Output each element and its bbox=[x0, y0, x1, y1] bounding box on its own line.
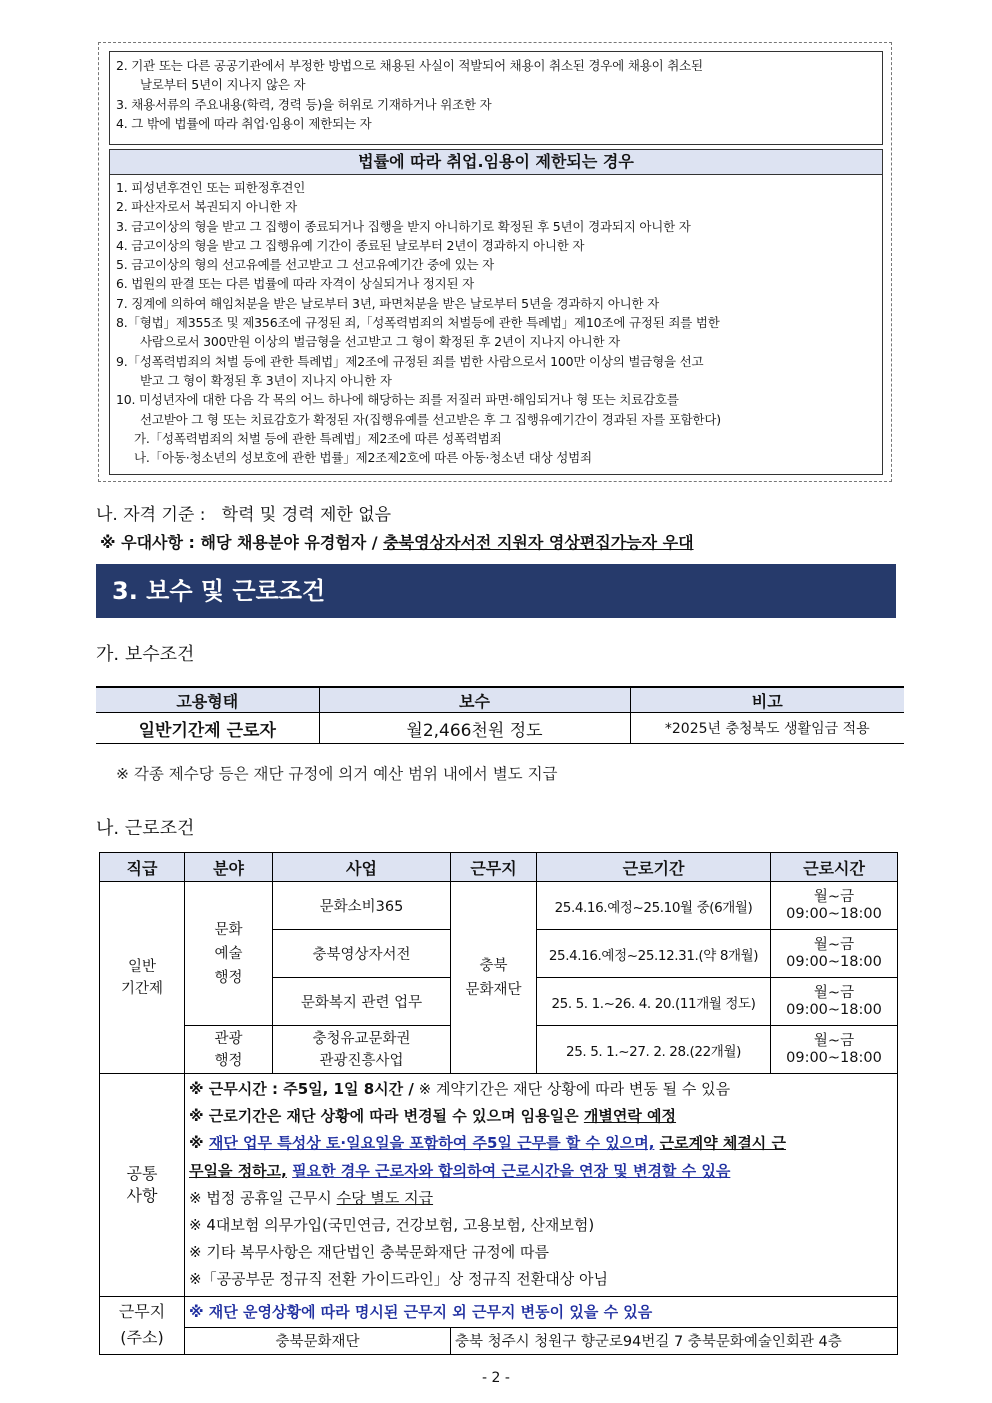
common-note: 개별연락 예정 bbox=[583, 1107, 677, 1126]
field-cell: 관광 행정 bbox=[185, 1026, 273, 1074]
qualification-value: 학력 및 경력 제한 없음 bbox=[221, 505, 392, 525]
restriction-item: 받고 그 형이 확정된 후 3년이 지나지 아니한 자 bbox=[140, 372, 392, 388]
location-name: 충북문화재단 bbox=[185, 1327, 451, 1354]
period-cell: 25. 5. 1.~26. 4. 20.(11개월 정도) bbox=[537, 978, 771, 1026]
common-note: ※ 4대보험 의무가입(국민연금, 건강보험, 고용보험, 산재보험) bbox=[189, 1216, 595, 1235]
restriction-item: 3. 금고이상의 형을 받고 그 집행이 종료되거나 집행을 받지 아니하기로 확정된 후 5년이 경과되지 아니한 자 bbox=[116, 218, 691, 234]
field-cell: 문화 예술 행정 bbox=[185, 882, 273, 1026]
preference-value: 충북영상자서전 지원자 영상편집가능자 우대 bbox=[383, 533, 694, 552]
page-number: - 2 - bbox=[482, 1370, 510, 1386]
restriction-item: 9.「성폭력범죄의 처벌 등에 관한 특례법」제2조에 규정된 죄를 범한 사람으로서 100만 이상의 벌금형을 선고 bbox=[116, 353, 704, 369]
location-label bbox=[100, 1296, 185, 1354]
column-header: 근로기간 bbox=[537, 853, 771, 882]
common-note: 필요한 경우 근로자와 합의하여 근로시간을 연장 및 변경할 수 있음 bbox=[292, 1161, 731, 1180]
common-note: ※ 법정 공휴일 근무시 bbox=[189, 1188, 332, 1207]
common-notes bbox=[185, 1074, 898, 1297]
common-note: ※ 근로기간은 재단 상황에 따라 변경될 수 있으며 임용일은 bbox=[189, 1107, 579, 1126]
work-conditions-table bbox=[99, 852, 898, 1355]
period-cell: 25.4.16.예정~25.10월 중(6개월) bbox=[537, 882, 771, 930]
column-header: 보수 bbox=[319, 687, 630, 713]
restriction-item: 사람으로서 300만원 이상의 벌금형을 선고받고 그 형이 확정된 후 2년이 지나지 아니한 자 bbox=[140, 334, 621, 350]
hours-cell: 월~금 09:00~18:00 bbox=[771, 978, 898, 1026]
restriction-item: 6. 법원의 판결 또는 다른 법률에 따라 자격이 상실되거나 정지된 자 bbox=[116, 276, 475, 292]
hours-cell: 월~금 09:00~18:00 bbox=[771, 930, 898, 978]
column-header: 사업 bbox=[273, 853, 451, 882]
column-header: 직급 bbox=[100, 853, 185, 882]
preference-label: ※ 우대사항 : 해당 채용분야 유경험자 / bbox=[100, 533, 378, 552]
column-header: 근무지 bbox=[451, 853, 537, 882]
pay-table bbox=[96, 686, 904, 744]
table-row bbox=[96, 713, 904, 744]
location-label-line: 근무지 bbox=[118, 1302, 166, 1322]
column-header: 고용형태 bbox=[96, 687, 319, 713]
restriction-item: 1. 피성년후견인 또는 피한정후견인 bbox=[116, 180, 306, 195]
table-header-row bbox=[96, 687, 904, 713]
restriction-item: 4. 금고이상의 형을 받고 그 집행유예 기간이 종료된 날로부터 2년이 경과하지 아니한 자 bbox=[116, 237, 585, 253]
disq-item: 날로부터 5년이 지나지 않은 자 bbox=[140, 77, 306, 93]
column-header: 근로시간 bbox=[771, 853, 898, 882]
restriction-item: 가.「성폭력범죄의 처벌 등에 관한 특례법」제2조에 따른 성폭력범죄 bbox=[134, 430, 502, 446]
restriction-item: 나.「아동·청소년의 성보호에 관한 법률」제2조제2호에 따른 아동·청소년 대상 성범죄 bbox=[134, 450, 592, 466]
restrictions-title: 법률에 따라 취업.임용이 제한되는 경우 bbox=[109, 149, 883, 175]
disqualification-list bbox=[109, 51, 883, 145]
common-note: 재단 업무 특성상 토·일요일을 포함하여 주5일 근무를 할 수 있으며, bbox=[208, 1134, 655, 1153]
workplace-cell: 충북 문화재단 bbox=[451, 882, 537, 1074]
grade-cell: 일반 기간제 bbox=[100, 882, 185, 1074]
pay-note: ※ 각종 제수당 등은 재단 규정에 의거 예산 범위 내에서 별도 지급 bbox=[116, 765, 558, 783]
restriction-item: 2. 파산자로서 복권되지 아니한 자 bbox=[116, 199, 297, 215]
disq-item: 2. 기관 또는 다른 공공기관에서 부정한 방법으로 채용된 사실이 적발되어 채용이 취소된 경우에 채용이 취소된 bbox=[116, 58, 703, 73]
hours-cell: 월~금 09:00~18:00 bbox=[771, 1026, 898, 1074]
common-row bbox=[100, 1074, 898, 1297]
period-cell: 25. 5. 1.~27. 2. 28.(22개월) bbox=[537, 1026, 771, 1074]
location-notice: ※ 재단 운영상황에 따라 명시된 근무지 외 근무지 변동이 있을 수 있음 bbox=[185, 1296, 898, 1327]
hours-cell: 월~금 09:00~18:00 bbox=[771, 882, 898, 930]
common-note: ※ 계약기간은 재단 상황에 따라 변동 될 수 있음 bbox=[418, 1080, 731, 1098]
work-subtitle: 나. 근로조건 bbox=[96, 818, 195, 839]
column-header: 비고 bbox=[630, 687, 904, 713]
employment-type: 일반기간제 근로자 bbox=[96, 713, 319, 744]
salary: 월2,466천원 정도 bbox=[319, 713, 630, 744]
restriction-item: 7. 징계에 의하여 해임처분을 받은 날로부터 3년, 파면처분을 받은 날로부터 5년을 경과하지 아니한 자 bbox=[116, 295, 659, 311]
project-cell: 문화소비365 bbox=[273, 882, 451, 930]
qualification-label: 나. 자격 기준 : bbox=[96, 505, 206, 525]
common-note: ※ bbox=[189, 1134, 204, 1153]
location-row bbox=[100, 1296, 898, 1327]
common-note: ※「공공부문 정규직 전환 가이드라인」상 정규직 전환대상 아님 bbox=[189, 1270, 608, 1289]
common-note: 수당 별도 지급 bbox=[336, 1188, 434, 1207]
section-title: 3. 보수 및 근로조건 bbox=[96, 564, 896, 618]
restriction-item: 8.「형법」제355조 및 제356조에 규정된 죄,「성폭력범죄의 처벌등에 관한 특례법」제10조에 규정된 죄를 범한 bbox=[116, 315, 720, 331]
common-note: ※ 기타 복무사항은 재단법인 충북문화재단 규정에 따름 bbox=[189, 1243, 549, 1262]
period-cell: 25.4.16.예정~25.12.31.(약 8개월) bbox=[537, 930, 771, 978]
table-header-row bbox=[100, 853, 898, 882]
restrictions-list bbox=[109, 175, 883, 475]
pay-subtitle: 가. 보수조건 bbox=[96, 644, 195, 665]
remarks: *2025년 충청북도 생활임금 적용 bbox=[630, 713, 904, 744]
location-address: 충북 청주시 청원구 향군로94번길 7 충북문화예술인회관 4층 bbox=[451, 1327, 898, 1354]
common-label: 공통 사항 bbox=[100, 1074, 185, 1297]
restriction-item: 5. 금고이상의 형의 선고유예를 선고받고 그 선고유예기간 중에 있는 자 bbox=[116, 257, 494, 273]
common-note: 근로계약 체결시 근 bbox=[659, 1134, 787, 1153]
project-cell: 충북영상자서전 bbox=[273, 930, 451, 978]
restriction-item: 선고받아 그 형 또는 치료감호가 확정된 자(집행유예를 선고받은 후 그 집행유예기간이 경과된 자를 포함한다) bbox=[140, 411, 721, 427]
disq-item: 4. 그 밖에 법률에 따라 취업·임용이 제한되는 자 bbox=[116, 115, 372, 131]
common-note: 무일을 정하고, bbox=[189, 1161, 287, 1180]
restriction-item: 10. 미성년자에 대한 다음 각 목의 어느 하나에 해당하는 죄를 저질러 파면·해임되거나 형 또는 치료감호를 bbox=[116, 392, 679, 408]
project-cell: 문화복지 관련 업무 bbox=[273, 978, 451, 1026]
preference-line bbox=[100, 530, 694, 553]
location-label-line: (주소) bbox=[120, 1328, 164, 1348]
eligibility-box bbox=[98, 42, 892, 482]
common-note: ※ 근무시간 : 주5일, 1일 8시간 / bbox=[189, 1080, 414, 1098]
project-cell: 충청유교문화권 관광진흥사업 bbox=[273, 1026, 451, 1074]
table-row bbox=[100, 882, 898, 930]
column-header: 분야 bbox=[185, 853, 273, 882]
disq-item: 3. 채용서류의 주요내용(학력, 경력 등)을 허위로 기재하거나 위조한 자 bbox=[116, 96, 492, 112]
qualification-line bbox=[96, 500, 391, 525]
address-row bbox=[100, 1327, 898, 1354]
